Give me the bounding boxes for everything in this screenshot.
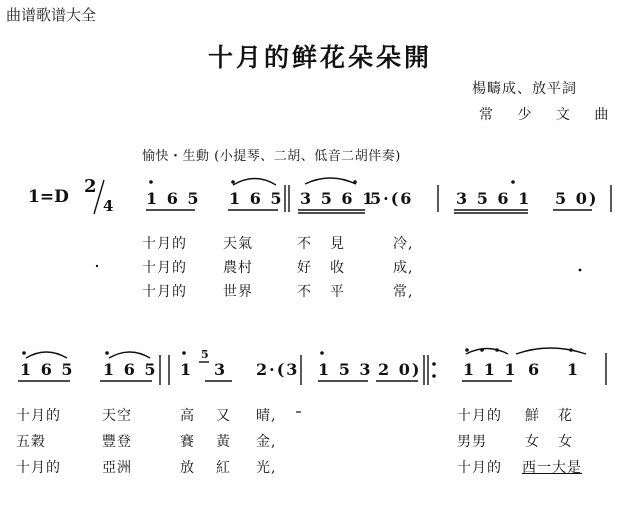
lyric: 又 [216, 408, 231, 424]
lyric: 放 [180, 460, 195, 476]
grace-note: 5 [201, 348, 209, 361]
time-signature-slash [94, 180, 104, 214]
site-label: 曲谱歌谱大全 [6, 6, 97, 24]
lyric: 十月的 [16, 408, 61, 424]
note-group: 1 6 5 [103, 360, 158, 379]
octave-dot [465, 348, 469, 352]
note-group: 3 [214, 360, 228, 379]
lyric: 晴, [256, 408, 277, 424]
note-group: 1 1 1 [463, 360, 518, 379]
note-group: 6 [528, 360, 542, 379]
lyric: 常, [393, 284, 414, 300]
lyric: 黃 [216, 434, 231, 450]
lyric: 男男 [457, 434, 487, 450]
lyric: 鮮 [525, 408, 540, 424]
lyric: 平 [330, 284, 345, 300]
key-signature: 1=D [28, 187, 69, 207]
note-group: 1 [180, 360, 194, 379]
note-group: 3 5 6 1 [456, 189, 532, 208]
time-signature-denominator: 4 [103, 197, 114, 215]
note-group: 5·(6 [370, 189, 414, 208]
octave-dot [182, 351, 186, 355]
repeat-dot [432, 362, 436, 366]
slur [466, 349, 508, 355]
note-group: 5 0) [555, 189, 599, 208]
note-group: 1 5 3 [318, 360, 373, 379]
lyric: 世界 [223, 284, 253, 300]
note-group: 1 6 5 [20, 360, 75, 379]
lyric: 天空 [102, 408, 132, 424]
slur [305, 178, 356, 184]
slur [109, 352, 150, 358]
lyric: 高 [180, 408, 195, 424]
note-group: 1 6 5 [229, 189, 284, 208]
note-group: 2 0) [378, 360, 422, 379]
octave-dot [105, 351, 109, 355]
note-group: 3 5 6 1 [300, 189, 376, 208]
octave-dot [320, 351, 324, 355]
lyricist-credit: 楊疇成、放平詞 [472, 81, 577, 97]
lyric: 紅 [216, 460, 231, 476]
lyric: 冷, [393, 236, 414, 252]
note-group: 2·(3 [256, 360, 300, 379]
lyric: 十月的 [142, 284, 187, 300]
octave-dot [480, 348, 484, 352]
lyric: 十月的 [142, 260, 187, 276]
octave-dot [353, 180, 357, 184]
slur [233, 179, 276, 186]
stray-mark [96, 265, 98, 267]
octave-dot [22, 351, 26, 355]
lyric: 花 [558, 408, 573, 424]
lyric: 西一大是 [522, 460, 582, 476]
lyric: 天氣 [223, 236, 253, 252]
stray-mark [579, 269, 582, 272]
tempo-marking: 愉快・生動 (小提琴、二胡、低音二胡伴奏) [142, 149, 401, 164]
note-group: 1 6 5 [146, 189, 201, 208]
lyric: 光, [256, 460, 277, 476]
lyric: 成, [393, 260, 414, 276]
lyric: 見 [330, 236, 345, 252]
lyric: 不 [297, 284, 312, 300]
octave-dot [149, 180, 153, 184]
octave-dot [231, 180, 235, 184]
lyric: 好 [297, 260, 312, 276]
time-signature-numerator: 2 [84, 176, 97, 197]
lyric: 農村 [223, 260, 253, 276]
lyric: 十月的 [457, 408, 502, 424]
lyric: 豐登 [102, 434, 132, 450]
note-group: 1 [567, 360, 581, 379]
lyric: 女 [525, 434, 540, 450]
lyric: 女 [558, 434, 573, 450]
song-title: 十月的鲜花朵朵開 [207, 43, 432, 72]
octave-dot [511, 180, 515, 184]
lyric: 賽 [180, 434, 195, 450]
lyric: 亞洲 [102, 460, 132, 476]
octave-dot [495, 348, 499, 352]
lyric: 金, [256, 434, 277, 450]
lyric: 五穀 [16, 434, 46, 450]
slur [516, 348, 586, 354]
slur [26, 352, 67, 358]
lyric: 十月的 [16, 460, 61, 476]
octave-dot [569, 348, 573, 352]
composer-credit: 常 少 文 曲 [479, 107, 619, 123]
lyric: 十月的 [142, 236, 187, 252]
lyric: 十月的 [457, 460, 502, 476]
lyric: 收 [330, 260, 345, 276]
lyric: 不 [297, 236, 312, 252]
repeat-dot [432, 374, 436, 378]
